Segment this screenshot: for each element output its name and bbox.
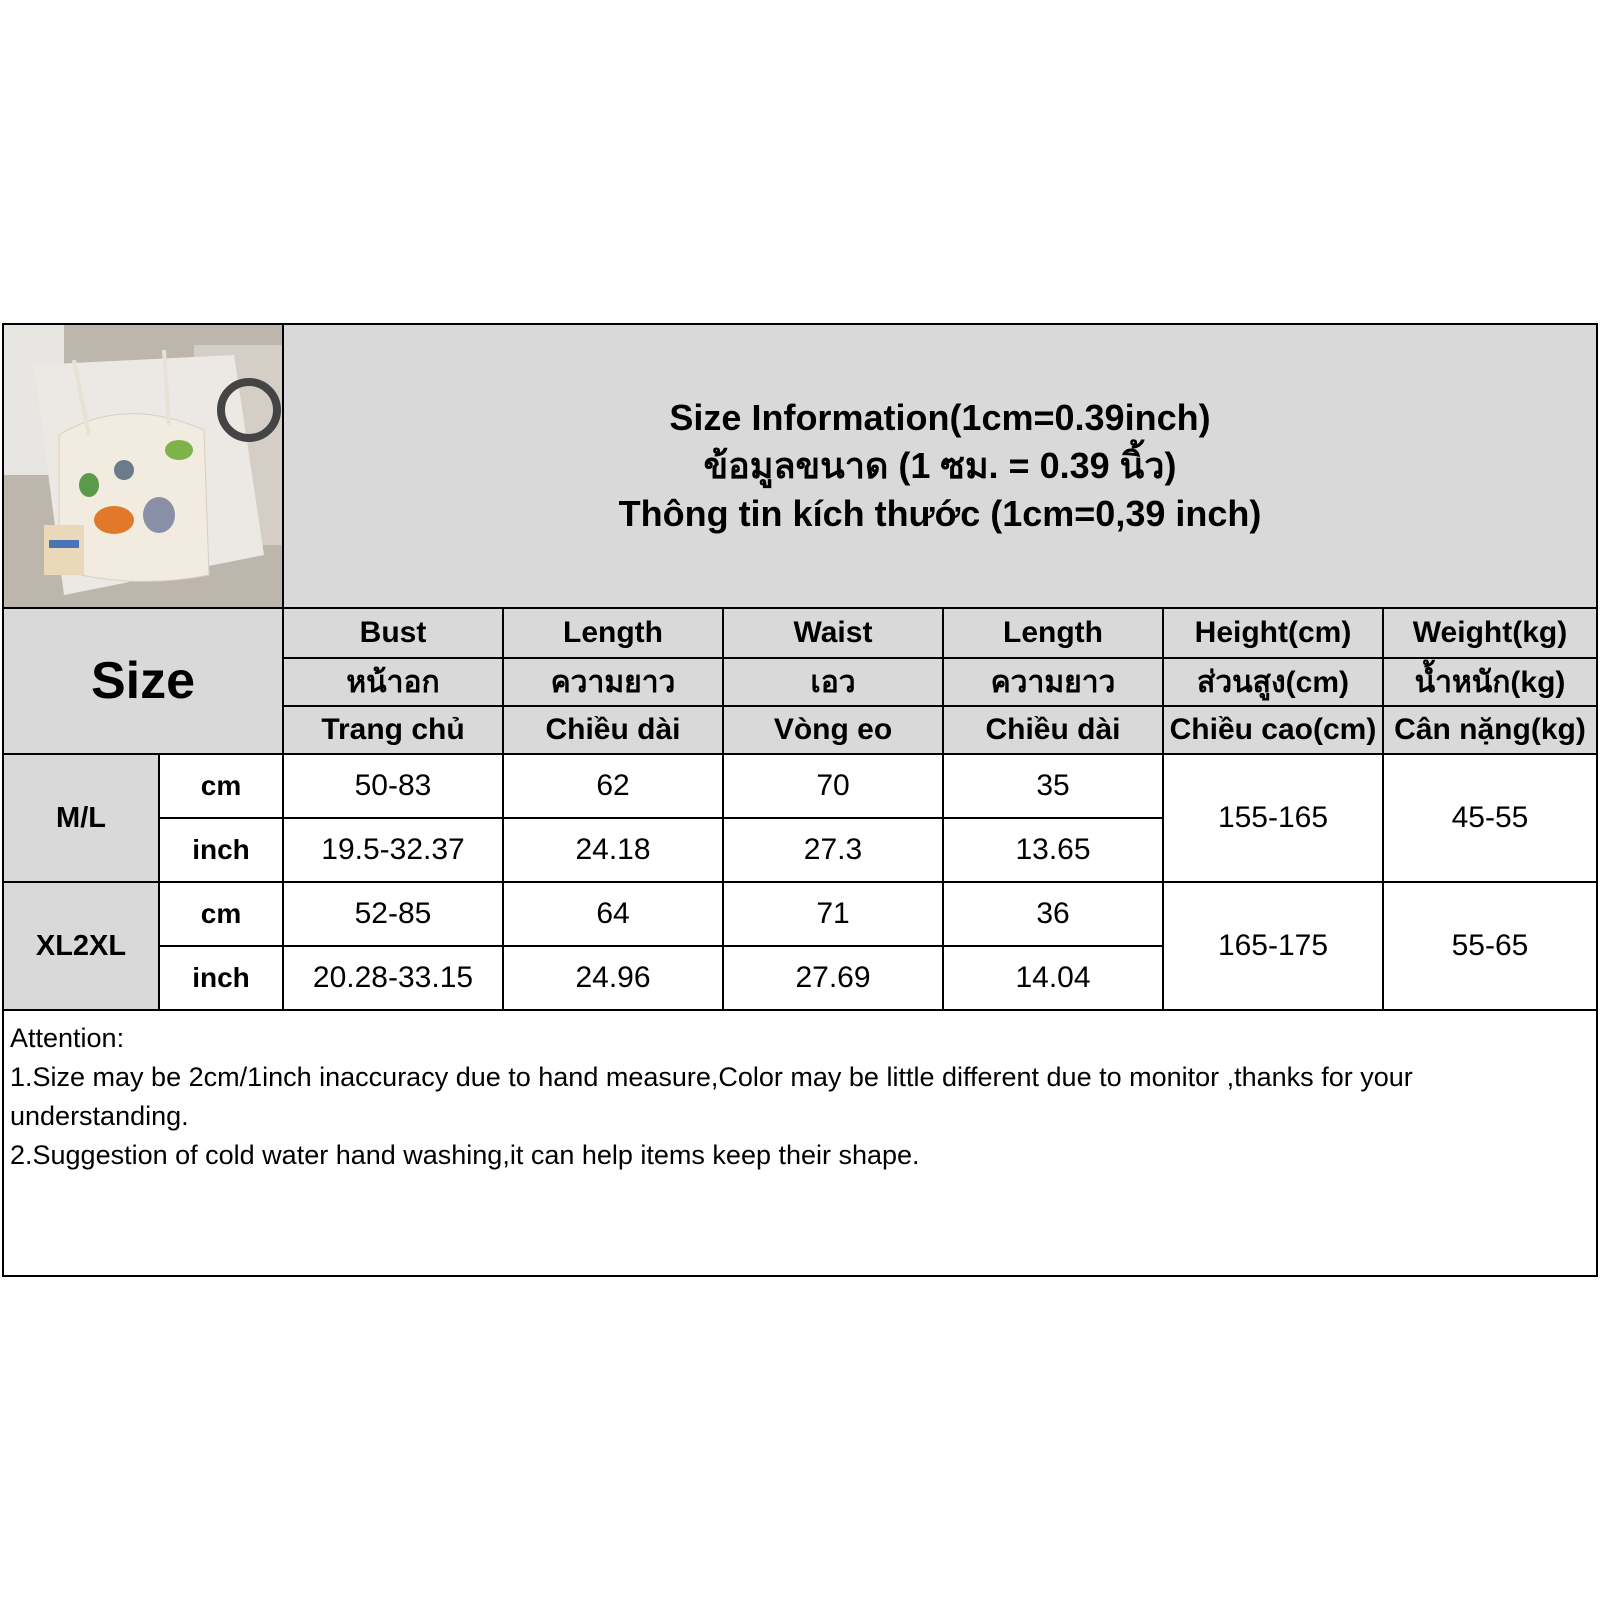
value-cell (504, 883, 724, 947)
value: 52-85 (354, 897, 432, 930)
value-cell (944, 819, 1164, 883)
value: 27.69 (795, 961, 871, 994)
value: 20.28-33.15 (312, 961, 474, 994)
size-name: XL2XL (35, 929, 127, 962)
attention-notes (4, 1015, 1596, 1275)
value-cell (724, 755, 944, 819)
col-header-label: Chiều dài (985, 713, 1121, 746)
col-header-vi (1164, 707, 1384, 755)
value: 50-83 (354, 769, 432, 802)
value: 24.18 (575, 833, 651, 866)
col-header-th (1384, 659, 1596, 707)
notes-heading: Attention: (10, 1023, 125, 1053)
col-header-vi (724, 707, 944, 755)
value: 24.96 (575, 961, 651, 994)
value-cell (944, 883, 1164, 947)
height-cell (1164, 755, 1384, 883)
value-cell (724, 819, 944, 883)
value-cell (504, 947, 724, 1011)
col-header-label: ความยาว (990, 665, 1116, 699)
unit-cell (160, 883, 284, 947)
title-block (284, 325, 1596, 609)
col-header-label: Bust (359, 616, 427, 649)
unit-label: inch (192, 962, 250, 993)
col-header-en (724, 609, 944, 659)
value: 62 (596, 769, 630, 802)
col-header-th (504, 659, 724, 707)
size-chart-table (2, 323, 1598, 1277)
col-header-label: Chiều dài (545, 713, 681, 746)
unit-label: cm (200, 898, 242, 929)
height-value: 155-165 (1217, 801, 1329, 834)
unit-cell (160, 755, 284, 819)
product-photo-icon (4, 325, 282, 607)
size-name: M/L (56, 801, 106, 834)
value-cell (504, 755, 724, 819)
value-cell (284, 819, 504, 883)
col-header-label: หน้าอก (346, 665, 440, 699)
weight-cell (1384, 755, 1596, 883)
value: 70 (816, 769, 850, 802)
size-name-cell (4, 883, 160, 1011)
value: 13.65 (1015, 833, 1091, 866)
value-cell (724, 883, 944, 947)
weight-cell (1384, 883, 1596, 1011)
notes-line-1: 1.Size may be 2cm/1inch inaccuracy due to hand measure,Color may be little different due to monitor ,thanks for your understanding. (10, 1062, 1413, 1131)
col-header-label: Trang chủ (321, 713, 465, 746)
value-cell (944, 755, 1164, 819)
col-header-label: Weight(kg) (1412, 616, 1568, 649)
size-name-cell (4, 755, 160, 883)
value-cell (504, 819, 724, 883)
value: 19.5-32.37 (321, 833, 465, 866)
col-header-label: Length (563, 616, 663, 649)
col-header-th (284, 659, 504, 707)
value-cell (284, 755, 504, 819)
col-header-label: ความยาว (550, 665, 676, 699)
col-header-th (944, 659, 1164, 707)
value: 71 (816, 897, 850, 930)
size-header (4, 609, 284, 755)
col-header-th (1164, 659, 1384, 707)
col-header-label: Vòng eo (773, 713, 893, 746)
col-header-label: เอว (810, 665, 856, 699)
col-header-en (1164, 609, 1384, 659)
value-cell (284, 883, 504, 947)
unit-cell (160, 819, 284, 883)
col-header-en (284, 609, 504, 659)
col-header-label: ส่วนสูง(cm) (1197, 665, 1349, 699)
weight-value: 45-55 (1451, 801, 1529, 834)
col-header-th (724, 659, 944, 707)
col-header-label: Length (1003, 616, 1103, 649)
unit-label: cm (200, 770, 242, 801)
col-header-en (944, 609, 1164, 659)
height-value: 165-175 (1217, 929, 1329, 962)
value-cell (284, 947, 504, 1011)
product-photo (4, 325, 284, 609)
title-vietnamese: Thông tin kích thước (1cm=0,39 inch) (618, 493, 1262, 534)
value: 36 (1036, 897, 1070, 930)
col-header-vi (504, 707, 724, 755)
notes-line-2: 2.Suggestion of cold water hand washing,it can help items keep their shape. (10, 1140, 920, 1170)
unit-label: inch (192, 834, 250, 865)
value: 27.3 (803, 833, 863, 866)
value: 64 (596, 897, 630, 930)
col-header-label: Chiều cao(cm) (1169, 713, 1377, 746)
col-header-vi (944, 707, 1164, 755)
col-header-label: Height(cm) (1194, 616, 1352, 649)
weight-value: 55-65 (1451, 929, 1529, 962)
height-cell (1164, 883, 1384, 1011)
unit-cell (160, 947, 284, 1011)
col-header-en (504, 609, 724, 659)
col-header-label: น้ำหนัก(kg) (1414, 665, 1566, 699)
col-header-vi (284, 707, 504, 755)
value-cell (724, 947, 944, 1011)
col-header-en (1384, 609, 1596, 659)
col-header-vi (1384, 707, 1596, 755)
col-header-label: Waist (793, 616, 873, 649)
col-header-label: Cân nặng(kg) (1394, 713, 1586, 746)
value-cell (944, 947, 1164, 1011)
title-thai: ข้อมูลขนาด (1 ซม. = 0.39 นิ้ว) (703, 445, 1177, 486)
value: 14.04 (1015, 961, 1091, 994)
title-english: Size Information(1cm=0.39inch) (669, 397, 1211, 438)
value: 35 (1036, 769, 1070, 802)
size-header-label: Size (90, 652, 196, 710)
